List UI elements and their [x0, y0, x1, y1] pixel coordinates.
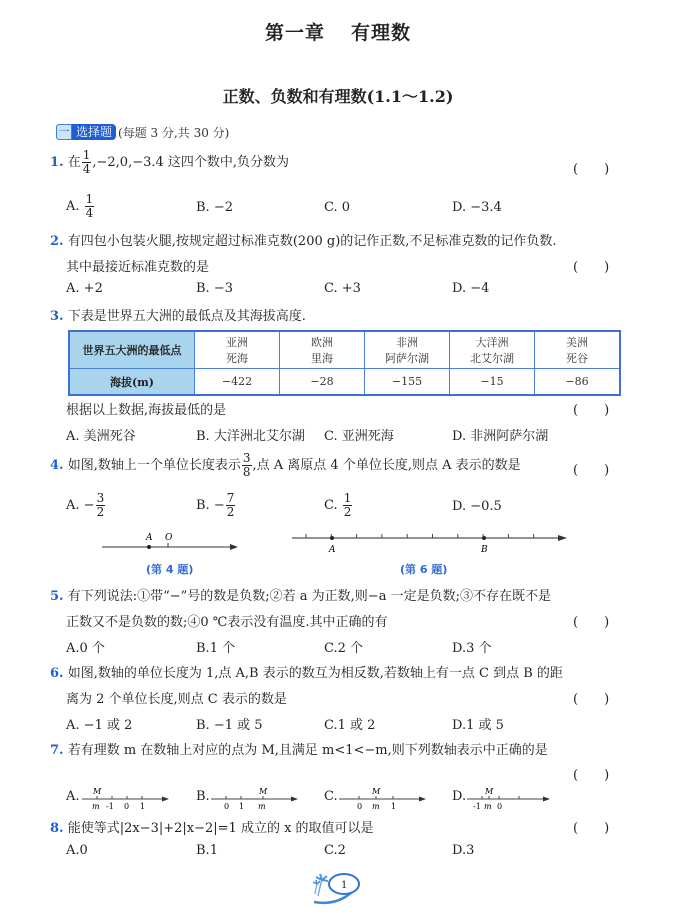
option-c-label: C. [324, 789, 338, 804]
answer-blank[interactable]: ( ) [573, 403, 610, 418]
continent: 大洋洲 [475, 336, 509, 349]
question-1 [50, 149, 289, 176]
question-text-line2: 正数又不是负数的数;④0 ℃表示没有温度.其中正确的有 [66, 615, 388, 630]
option-label: C. [324, 718, 338, 733]
option-c [324, 714, 375, 733]
question-number: 4. [50, 458, 64, 473]
option-a [66, 492, 106, 519]
option-sign: − [213, 498, 225, 513]
option-label: B. [196, 200, 210, 215]
question-number: 7. [50, 743, 64, 758]
question-3 [50, 305, 306, 324]
option-label: B. [196, 843, 210, 858]
answer-blank[interactable]: ( ) [573, 615, 610, 630]
option-value: 2 [337, 843, 346, 858]
place: 死谷 [566, 352, 588, 365]
question-text: ,−2,0,−3.4 这四个数中,负分数为 [92, 155, 290, 170]
tick-label: 0 [224, 802, 230, 811]
fraction-numerator: 1 [343, 491, 352, 505]
option-c [324, 281, 361, 296]
option-b [196, 843, 218, 858]
option-a [66, 637, 105, 656]
fraction-numerator: 1 [85, 192, 94, 206]
fraction-denominator: 8 [242, 465, 251, 479]
table-cell [280, 331, 365, 369]
place: 阿萨尔湖 [385, 352, 429, 365]
continent: 美洲 [566, 336, 588, 349]
fraction-numerator: 1 [82, 148, 91, 162]
option-c [324, 637, 363, 656]
option-d-number-line [467, 784, 557, 814]
option-label: D. [452, 281, 467, 296]
option-label: A. [66, 641, 80, 656]
tick-label: 1 [391, 802, 397, 811]
fraction-numerator: 3 [96, 491, 105, 505]
question-4 [50, 452, 521, 479]
option-d-label: D. [452, 789, 467, 804]
point-b-label: B [481, 545, 488, 555]
section-badge-note: (每题 3 分,共 30 分) [118, 125, 230, 140]
option-b [196, 637, 235, 656]
tick-label: 0 [497, 802, 503, 811]
question-number: 8. [50, 821, 64, 836]
option-d [452, 499, 502, 514]
option-value: 非洲阿萨尔湖 [470, 429, 549, 444]
arrow-icon [419, 797, 426, 802]
option-b [196, 714, 263, 733]
option-value: +3 [341, 281, 361, 296]
tick-label: m [92, 802, 100, 811]
question-number: 5. [50, 589, 64, 604]
arrow-icon [230, 544, 238, 550]
question-text: 在 [67, 155, 81, 170]
answer-blank[interactable]: ( ) [573, 692, 610, 707]
figure-caption-q4: (第 4 题) [146, 563, 194, 576]
answer-blank[interactable]: ( ) [573, 162, 610, 177]
option-c [324, 425, 394, 444]
option-c [324, 843, 346, 858]
option-label: B. [196, 498, 210, 513]
section-badge [56, 124, 229, 140]
tick-label: m [258, 802, 266, 811]
point-a-label: A [329, 545, 336, 555]
option-label: C. [324, 200, 338, 215]
option-label: A. [66, 199, 80, 214]
point-b [482, 536, 486, 540]
option-label: A. [66, 498, 80, 513]
question-text-line2: 根据以上数据,海拔最低的是 [66, 403, 227, 418]
point-a [147, 545, 151, 549]
option-a [66, 281, 103, 296]
option-label: A. [66, 843, 80, 858]
option-a [66, 425, 136, 444]
option-c [324, 200, 350, 215]
option-label: A. [66, 281, 80, 296]
table-cell: −155 [365, 369, 450, 396]
place: 北艾尔湖 [470, 352, 514, 365]
option-label: D. [452, 641, 467, 656]
option-d [452, 714, 504, 733]
arrow-icon [558, 535, 567, 541]
figure-caption-q6: (第 6 题) [400, 563, 448, 576]
continent: 非洲 [396, 336, 418, 349]
point-a [330, 536, 334, 540]
tick-label: 1 [239, 802, 245, 811]
table-row [69, 331, 620, 369]
option-d [452, 425, 548, 444]
option-value: 3 [466, 843, 475, 858]
option-d [452, 200, 502, 215]
point-m-label: M [485, 787, 494, 796]
palm-tree-icon [313, 874, 328, 896]
fraction [85, 193, 95, 220]
question-text: 能使等式|2x−3|+2|x−2|=1 成立的 x 的取值可以是 [67, 821, 374, 836]
option-c-number-line [339, 784, 429, 814]
option-label: C. [324, 281, 338, 296]
fraction-numerator: 7 [226, 491, 235, 505]
option-value: −1 或 2 [83, 718, 133, 733]
fraction-denominator: 4 [82, 162, 91, 176]
option-a-number-line [82, 784, 172, 814]
answer-blank[interactable]: ( ) [573, 768, 610, 783]
answer-blank[interactable]: ( ) [573, 821, 610, 836]
fraction-denominator: 2 [343, 505, 352, 519]
option-label: A. [66, 718, 80, 733]
arrow-icon [291, 797, 298, 802]
table-cell: −86 [535, 369, 621, 396]
point-m-label: M [93, 787, 102, 796]
question-text: 若有理数 m 在数轴上对应的点为 M,且满足 m<1<−m,则下列数轴表示中正确的是 [67, 743, 548, 758]
option-value: −0.5 [470, 499, 502, 514]
question-text: 如图,数轴的单位长度为 1,点 A,B 表示的数互为相反数,若数轴上有一点 C 到点 B 的距 [67, 666, 563, 681]
option-label: C. [324, 843, 338, 858]
fraction-denominator: 4 [85, 206, 94, 220]
table-cell [195, 331, 280, 369]
option-sign: − [83, 498, 95, 513]
question-5 [50, 585, 551, 604]
option-label: D. [452, 429, 467, 444]
option-label: C. [324, 641, 338, 656]
option-label: C. [324, 498, 338, 513]
option-b [196, 281, 233, 296]
option-label: B. [196, 718, 210, 733]
tick-label: -1 [473, 802, 481, 811]
option-a [66, 714, 132, 733]
number-line-figure-q4 [100, 530, 240, 560]
table-cell [450, 331, 535, 369]
option-label: B. [196, 281, 210, 296]
option-label: A. [66, 429, 80, 444]
section-badge-number: 一 [56, 124, 72, 140]
tick-label: 0 [357, 802, 363, 811]
option-label: D. [452, 718, 467, 733]
page-number: 1 [341, 880, 348, 891]
fraction-numerator: 3 [242, 451, 251, 465]
tick-label: 1 [140, 802, 146, 811]
option-a-label: A. [66, 789, 80, 804]
option-value: 0 [341, 200, 351, 215]
fraction [343, 492, 353, 519]
point-m-label: M [259, 787, 268, 796]
tick-label: m [372, 802, 380, 811]
question-text: 有四包小包装火腿,按规定超过标准克数(200 g)的记作正数,不足标准克数的记作负数. [67, 234, 557, 249]
fraction [242, 452, 252, 479]
point-m-label: M [372, 787, 381, 796]
number-line-figure-q6 [290, 530, 575, 560]
chapter-name: 有理数 [351, 22, 412, 44]
option-value: 0 [79, 843, 88, 858]
chapter-title [0, 18, 676, 45]
option-value: 0 个 [79, 641, 105, 656]
option-label: D. [452, 499, 467, 514]
page-number-badge [306, 866, 366, 906]
section-title: 正数、负数和有理数(1.1～1.2) [222, 87, 454, 106]
question-text: 有下列说法:①带“−”号的数是负数;②若 a 为正数,则−a 一定是负数;③不存在既不是 [67, 589, 551, 604]
point-a-label: A [146, 533, 153, 543]
option-value: −2 [213, 200, 233, 215]
tick-label: -1 [106, 802, 114, 811]
option-value: 1 或 5 [466, 718, 504, 733]
option-value: 1 个 [209, 641, 236, 656]
question-text-line2: 离为 2 个单位长度,则点 C 表示的数是 [66, 692, 287, 707]
option-d [452, 281, 489, 296]
tick-label: m [484, 802, 492, 811]
question-text: 如图,数轴上一个单位长度表示 [67, 458, 241, 473]
table-cell: −28 [280, 369, 365, 396]
fraction [82, 149, 92, 176]
tick-label: 0 [124, 802, 130, 811]
fraction-denominator: 2 [96, 505, 105, 519]
option-b [196, 492, 236, 519]
lowest-points-table [68, 330, 621, 396]
arrow-icon [543, 797, 550, 802]
place: 里海 [311, 352, 333, 365]
option-a [66, 843, 88, 858]
fraction [96, 492, 106, 519]
table-cell: −422 [195, 369, 280, 396]
option-value: 2 个 [337, 641, 364, 656]
question-number: 6. [50, 666, 64, 681]
table-cell: −15 [450, 369, 535, 396]
continent: 欧洲 [311, 336, 333, 349]
option-value: 美洲死谷 [83, 429, 136, 444]
table-row-header: 海拔(m) [69, 369, 195, 396]
table-cell [535, 331, 621, 369]
table-row-header: 世界五大洲的最低点 [69, 331, 195, 369]
option-b [196, 200, 233, 215]
option-c [324, 492, 353, 519]
option-label: D. [452, 843, 467, 858]
chapter-number: 第一章 [264, 22, 325, 44]
option-a [66, 193, 95, 220]
option-d [452, 843, 474, 858]
option-value: −4 [470, 281, 490, 296]
question-7 [50, 739, 548, 758]
option-value: −3.4 [470, 200, 502, 215]
option-label: B. [196, 429, 210, 444]
option-d [452, 637, 492, 656]
arrow-icon [162, 797, 169, 802]
answer-blank[interactable]: ( ) [573, 463, 610, 478]
question-2 [50, 230, 557, 249]
option-value: −3 [213, 281, 233, 296]
question-8 [50, 817, 374, 836]
place: 死海 [226, 352, 248, 365]
question-6 [50, 662, 563, 681]
answer-blank[interactable]: ( ) [573, 260, 610, 275]
question-text: 下表是世界五大洲的最低点及其海拔高度. [67, 309, 306, 324]
fraction [226, 492, 236, 519]
fraction-denominator: 2 [226, 505, 235, 519]
continent: 亚洲 [226, 336, 248, 349]
option-label: C. [324, 429, 338, 444]
question-text-line2: 其中最接近标准克数的是 [66, 260, 210, 275]
table-cell [365, 331, 450, 369]
option-label: D. [452, 200, 467, 215]
option-label: B. [196, 641, 210, 656]
section-badge-label: 选择题 [72, 124, 116, 140]
question-number: 2. [50, 234, 64, 249]
question-number: 1. [50, 155, 64, 170]
option-value: −1 或 5 [213, 718, 263, 733]
option-value: 大洋洲北艾尔湖 [213, 429, 305, 444]
option-b-number-line [211, 784, 301, 814]
option-b-label: B. [196, 789, 210, 804]
question-text: ,点 A 离原点 4 个单位长度,则点 A 表示的数是 [252, 458, 521, 473]
option-value: 3 个 [466, 641, 492, 656]
option-value: 1 [209, 843, 218, 858]
option-value: +2 [83, 281, 103, 296]
option-value: 亚洲死海 [341, 429, 394, 444]
point-o-label: O [165, 533, 173, 543]
option-value: 1 或 2 [337, 718, 376, 733]
option-b [196, 425, 305, 444]
question-number: 3. [50, 309, 64, 324]
table-row [69, 369, 620, 396]
